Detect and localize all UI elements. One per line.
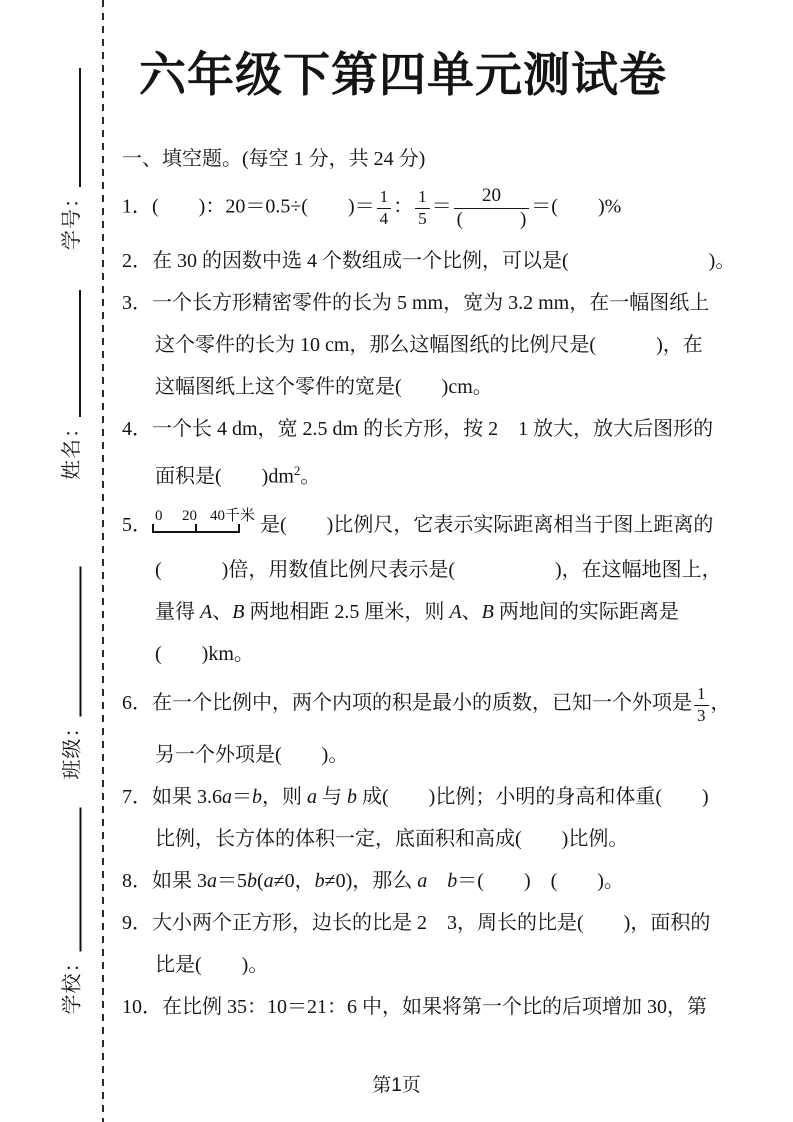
question-line (122, 333, 703, 357)
fraction-numerator: 20 (454, 185, 530, 209)
fill-in-line (74, 290, 81, 417)
question-text: 4．一个长 4 dm，宽 2.5 dm 的长方形，按 2 1 放大，放大后图形的 (122, 417, 714, 440)
scale-bar-label: 20 (182, 508, 197, 525)
fraction-denominator: 5 (418, 208, 427, 228)
math-variable: a (307, 786, 317, 809)
question-text: 3．一个长方形精密零件的长为 5 mm，宽为 3.2 mm，在一幅图纸上 (122, 291, 710, 314)
margin-field-school (59, 808, 85, 1015)
question-text: ≠0， (273, 870, 315, 893)
binding-dashed-line (102, 0, 104, 1122)
math-variable: B (481, 601, 494, 624)
page-number: 第1页 (372, 1075, 421, 1096)
question-text: ≠0)，那么 (324, 870, 418, 893)
question-line (122, 785, 709, 809)
question-text: 5． (122, 514, 152, 537)
fill-in-line (75, 567, 82, 717)
question-text: 这幅图纸上这个零件的宽是( )cm。 (155, 375, 493, 398)
question-text: 量得 (155, 601, 200, 624)
question-text: 比例，长方体的体积一定，底面积和高成( )比例。 (155, 828, 629, 851)
question-text (427, 870, 447, 892)
math-variable: A (449, 601, 462, 624)
question-line (122, 506, 714, 540)
question-text: 两地间的实际距离是 (493, 601, 679, 624)
question-text: 另一个外项是( )。 (155, 744, 349, 767)
fraction-numerator: 1 (415, 187, 430, 209)
question-line (122, 185, 688, 231)
question-line (122, 642, 688, 666)
question-text: ＝ (232, 786, 252, 809)
superscript: 2 (293, 462, 301, 478)
question-line (122, 249, 736, 273)
question-line (122, 600, 688, 624)
fraction (415, 187, 430, 228)
math-variable: b (347, 786, 357, 809)
margin-field-label: 学号： (61, 187, 83, 250)
question-line (122, 459, 688, 489)
question-text: 。 (300, 465, 321, 488)
fill-in-line (75, 808, 82, 952)
question-line (122, 558, 722, 582)
scale-bar (152, 506, 260, 540)
question-line (122, 743, 688, 767)
question-text: 是( )比例尺，它表示实际距离相当于图上距离的 (260, 514, 714, 537)
question-text: 、 (461, 601, 482, 624)
margin-field-name (58, 290, 84, 480)
margin-field-class (59, 567, 85, 780)
question-text: ( )倍，用数值比例尺表示是( )，在这幅地图上， (155, 559, 722, 582)
question-text: ( (257, 870, 264, 893)
margin-field-label: 班级： (61, 716, 84, 780)
section-heading: 一、填空题。(每空 1 分，共 24 分) (122, 148, 426, 170)
question-text: 这个零件的长为 10 cm，那么这幅图纸的比例尺是( )，在 (155, 333, 703, 356)
fill-in-line (74, 68, 81, 187)
scale-bar-label: 40千米 (210, 508, 256, 525)
question-line (122, 291, 710, 315)
math-variable: b (314, 870, 325, 893)
scale-bar-label: 0 (155, 508, 163, 525)
question-text: ＝ (431, 195, 452, 218)
question-line (122, 827, 688, 851)
scale-bar-tick (238, 524, 240, 532)
math-variable: b (252, 786, 262, 809)
math-variable: a (207, 870, 217, 893)
questions-list (122, 185, 736, 1019)
fraction (377, 187, 392, 228)
question-text: 7．如果 3.6 (122, 786, 222, 809)
math-variable: a (222, 786, 232, 809)
question-line (122, 375, 688, 399)
margin-field-student-id (58, 68, 84, 250)
math-variable: A (200, 601, 213, 624)
fraction-denominator: 4 (379, 208, 389, 228)
question-text: 2．在 30 的因数中选 4 个数组成一个比例，可以是( )。 (122, 249, 736, 272)
fraction-denominator: 3 (697, 705, 706, 725)
math-variable: b (247, 870, 257, 893)
page-title: 六年级下第四单元测试卷 (139, 48, 667, 103)
fraction-numerator: 1 (377, 187, 392, 209)
question-text: ， (710, 692, 731, 715)
test-content (122, 146, 736, 1037)
scale-bar-tick (195, 524, 197, 532)
question-text: 成( )比例；小明的身高和体重( ) (357, 786, 709, 809)
scale-bar-tick (152, 524, 154, 532)
question-text: ＝5 (217, 870, 247, 893)
fraction-denominator: ( ) (456, 208, 527, 230)
question-line (122, 953, 688, 977)
question-text: 8．如果 3 (122, 870, 207, 893)
question-text: 比是( )。 (155, 954, 269, 977)
question-text: ： (393, 195, 414, 218)
question-line (122, 869, 688, 893)
fraction-numerator: 1 (694, 684, 709, 706)
question-line (122, 995, 707, 1019)
question-text: 9．大小两个正方形，边长的比是 2 3，周长的比是( )，面积的 (122, 912, 711, 935)
margin-field-label: 学校： (61, 951, 84, 1015)
question-line (122, 417, 714, 441)
question-line (122, 911, 711, 935)
question-text: 6．在一个比例中，两个内项的积是最小的质数，已知一个外项是 (122, 692, 692, 715)
fraction (454, 185, 530, 231)
math-variable: B (232, 601, 245, 624)
question-text: 与 (317, 786, 347, 809)
question-text: 面积是( )dm (155, 465, 294, 488)
question-text: ＝( ) ( )。 (457, 870, 624, 893)
question-text: 1．( )：20＝0.5÷( )＝ (122, 195, 375, 218)
question-text: ( )km。 (155, 643, 254, 666)
question-text: 、 (212, 601, 233, 624)
fraction (694, 684, 709, 725)
math-variable: a (417, 870, 428, 893)
question-line (122, 684, 731, 725)
question-text: 两地相距 2.5 厘米，则 (244, 601, 450, 624)
margin-field-label: 姓名： (61, 417, 83, 480)
math-variable: b (447, 870, 458, 893)
math-variable: a (263, 870, 274, 893)
question-text: 10．在比例 35：10＝21：6 中，如果将第一个比的后项增加 30，第 (122, 996, 707, 1019)
question-text: ＝( )% (531, 195, 622, 218)
question-text: ，则 (262, 786, 307, 809)
